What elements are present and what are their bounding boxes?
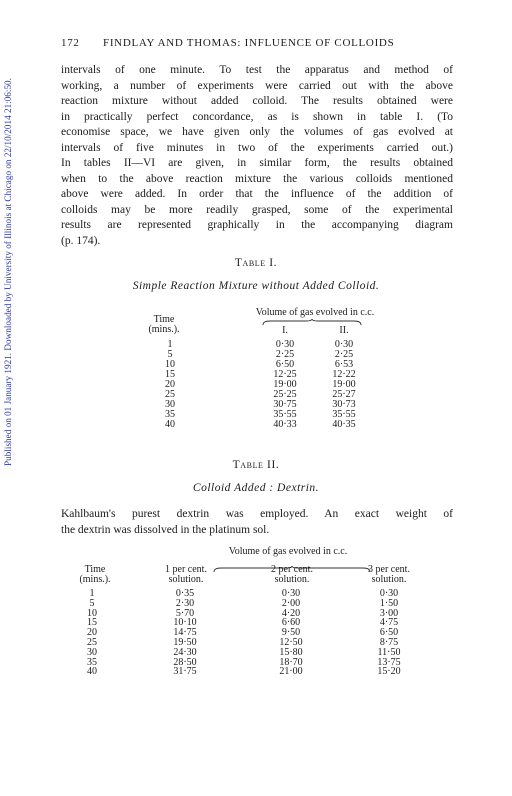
table2-col-header-3-line: solution. bbox=[371, 574, 407, 585]
body-line: results are represented graphically in the accompanying diagram bbox=[61, 219, 453, 231]
table1-time-header bbox=[140, 315, 188, 335]
table2-time-header bbox=[67, 565, 123, 585]
table2-series-1-column: 0·35 2·30 5·70 10·10 14·75 19·50 24·30 28·50 31·75 bbox=[173, 588, 197, 678]
table2-title: Table II. bbox=[232, 459, 280, 471]
body-line: intervals of five minutes in two of the experiments carried out.) bbox=[61, 141, 453, 154]
body-line: in practically perfect concordance, as is shown in table I. (To bbox=[61, 110, 453, 123]
body-line: the dextrin was dissolved in the platinum sol. bbox=[61, 523, 270, 536]
table2-col-header-2-line: solution. bbox=[274, 574, 310, 585]
table1-title: Table I. bbox=[234, 257, 278, 269]
table2-col-header-3-line: 3 per cent. bbox=[368, 564, 410, 575]
body-line: working, a number of experiments were carried out with the above bbox=[61, 79, 453, 92]
table2-col-header-1-line: solution. bbox=[168, 574, 204, 585]
table2-col-header-1 bbox=[148, 565, 224, 585]
table2-paragraph bbox=[61, 507, 453, 538]
table1-time-header-line: (mins.). bbox=[148, 324, 180, 335]
running-title: FINDLAY AND THOMAS: INFLUENCE OF COLLOIDS bbox=[103, 37, 395, 49]
body-line: In tables II—VI are given, in similar form, the results obtained bbox=[61, 157, 453, 169]
table1-time-header-line: Time bbox=[153, 314, 175, 325]
table1-series-1-column: 0·30 2·25 6·50 12·25 19·00 25·25 30·75 35·55 40·33 bbox=[273, 339, 297, 430]
body-line: economise space, we have given only the volumes of gas evolved at bbox=[61, 126, 453, 138]
table1-series-2-column: 0·30 2·25 6·53 12·22 19·00 25·27 30·73 35·55 40·35 bbox=[332, 339, 356, 430]
table2-time-header-line: Time bbox=[84, 564, 106, 575]
table2-col-header-2 bbox=[254, 565, 330, 585]
body-line: when to the above reaction mixture the various colloids mentioned bbox=[61, 172, 453, 185]
table2-time-column: 1 5 10 15 20 25 30 35 40 bbox=[87, 588, 97, 678]
page-number: 172 bbox=[61, 37, 80, 49]
table2-span-header: Volume of gas evolved in c.c. bbox=[228, 546, 348, 557]
table2-series-3-column: 0·30 1·50 3·00 4·75 6·50 8·75 11·50 13·75 15·20 bbox=[377, 588, 401, 678]
download-watermark-text: Published on 01 January 1921. Downloaded by University of Illinois at Chicago on 22/10/2014 21:06:50. bbox=[3, 78, 13, 466]
table2-time-header-line: (mins.). bbox=[79, 574, 111, 585]
body-line: above were added. In order that the influence of the addition of bbox=[61, 188, 453, 200]
body-line: Kahlbaum's purest dextrin was employed. An exact weight of bbox=[61, 508, 453, 520]
body-line: (p. 174). bbox=[61, 234, 101, 247]
table2-series-2-column: 0·30 2·00 4·20 6·60 9·50 12·50 15·80 18·70 21·00 bbox=[279, 588, 303, 678]
table1-span-header: Volume of gas evolved in c.c. bbox=[255, 307, 375, 318]
body-line: intervals of one minute. To test the apparatus and method of bbox=[61, 64, 453, 76]
table2-col-header-1-line: 1 per cent. bbox=[165, 564, 207, 575]
table2-col-header-3 bbox=[351, 565, 427, 585]
table1-time-column: 1 5 10 15 20 25 30 35 40 bbox=[165, 339, 175, 430]
table2-col-header-2-line: 2 per cent. bbox=[271, 564, 313, 575]
body-line: colloids may be more readily grasped, some of the experimental bbox=[61, 203, 453, 216]
download-watermark bbox=[1, 0, 15, 796]
table1-col-header-1: I. bbox=[282, 325, 288, 336]
table1-subtitle: Simple Reaction Mixture without Added Colloid. bbox=[132, 280, 380, 292]
body-paragraph bbox=[61, 63, 453, 249]
body-line: reaction mixture without added colloid. The results obtained were bbox=[61, 95, 453, 107]
table2-subtitle: Colloid Added : Dextrin. bbox=[192, 482, 320, 494]
table1-col-header-2: II. bbox=[339, 325, 349, 336]
